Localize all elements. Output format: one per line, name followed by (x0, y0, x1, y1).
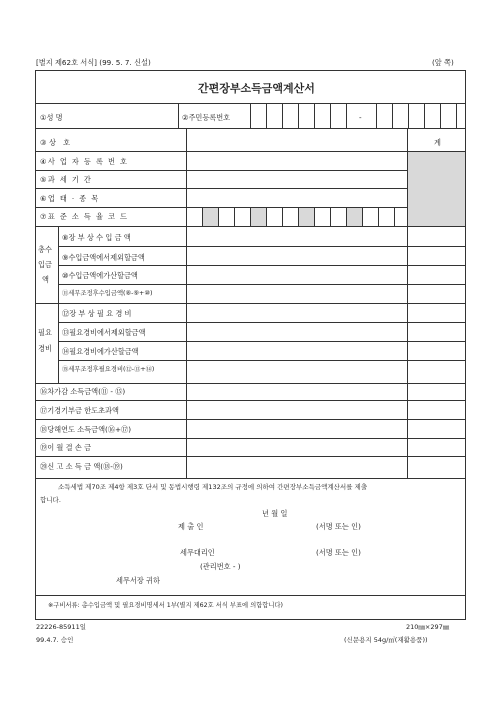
addressee: 세무서장 귀하 (116, 576, 160, 585)
footer-right-2: (신문용지 54g/㎡(재활용품)) (344, 636, 428, 644)
result-row: ⑲이 월 결 손 금 (40, 443, 92, 452)
industry-label: ⑥업 태 · 종 목 (40, 194, 100, 203)
revenue-item: ⑪세무조정후수입금액(⑧-⑨+⑩) (62, 290, 153, 297)
rrn-label: ②주민등록번호 (182, 113, 231, 122)
code-cell-shade (250, 208, 266, 226)
revenue-group-label-3: 액 (42, 275, 49, 284)
total-label: 계 (434, 138, 441, 147)
expense-group-label-2: 경비 (38, 344, 52, 353)
submitter-label: 제 출 인 (178, 522, 204, 531)
code-cell-shade (298, 208, 314, 226)
bizno-label: ④사 업 자 등 록 번 호 (40, 157, 129, 166)
footer-left-2: 99.4.7. 승인 (36, 636, 74, 644)
revenue-item: ⑩수입금액에가산할금액 (62, 271, 138, 280)
agent-sign[interactable]: (서명 또는 인) (316, 548, 361, 557)
declaration-body-2: 합니다. (40, 496, 61, 504)
revenue-group-label-2: 입금 (38, 260, 52, 269)
result-row: ⑯차가감 소득금액(⑪ - ⑮) (40, 387, 126, 396)
form-id: [별지 제62호 서식] (99. 5. 7. 신설) (36, 58, 151, 67)
result-row: ⑱당해연도 소득금액(⑯+⑰) (40, 425, 132, 434)
expense-item: ⑫장 부 상 필 요 경 비 (62, 309, 132, 318)
code-cell-shade (346, 208, 362, 226)
submitter-sign[interactable]: (서명 또는 인) (316, 522, 361, 531)
expense-item: ⑬필요경비에서제외할금액 (62, 328, 146, 337)
revenue-group-label-1: 총수 (38, 245, 52, 254)
period-label: ⑤과 세 기 간 (40, 175, 93, 184)
declaration-date: 년 월 일 (262, 509, 288, 518)
rrn-dash: - (359, 113, 362, 122)
management-number[interactable]: (관리번호 - ) (200, 562, 241, 571)
revenue-item: ⑨수입금액에서제외할금액 (62, 253, 145, 262)
declaration-body-1: 소득세법 제70조 제4항 제3호 단서 및 동법시행령 제132조의 규정에 의하여 간편장부소득금액계산서를 제출 (58, 483, 368, 491)
code-cell-shade (202, 208, 218, 226)
result-row: ⑰기경기부금 한도초과액 (40, 406, 119, 415)
page-title: 간편장부소득금액계산서 (198, 82, 315, 95)
expense-item: ⑭필요경비에가산할금액 (62, 347, 139, 356)
footer-left-1: 22226-85911일 (36, 623, 86, 631)
revenue-item: ⑧장 부 상 수 입 금 액 (62, 233, 131, 242)
footer-right-1: 210㎜×297㎜ (406, 623, 450, 631)
name-label: ①성 명 (40, 113, 63, 122)
page-side: (앞 쪽) (432, 58, 454, 67)
expense-group-label-1: 필요 (38, 328, 52, 337)
total-column-shade (407, 152, 465, 226)
trade-name-label: ③상 호 (40, 138, 73, 147)
stdcode-label: ⑦표 준 소 득 율 코 드 (40, 212, 129, 221)
agent-label: 세무대리인 (180, 548, 215, 557)
expense-item: ⑮세무조정후필요경비(⑫-⑬+⑭) (62, 366, 155, 373)
result-row: ⑳신 고 소 득 금 액(⑱-⑲) (40, 462, 123, 471)
footnote: ※구비서류: 총수입금액 및 필요경비명세서 1부(별지 제62호 서식 부표에 의함합니다) (48, 602, 283, 609)
form-border (35, 70, 466, 620)
